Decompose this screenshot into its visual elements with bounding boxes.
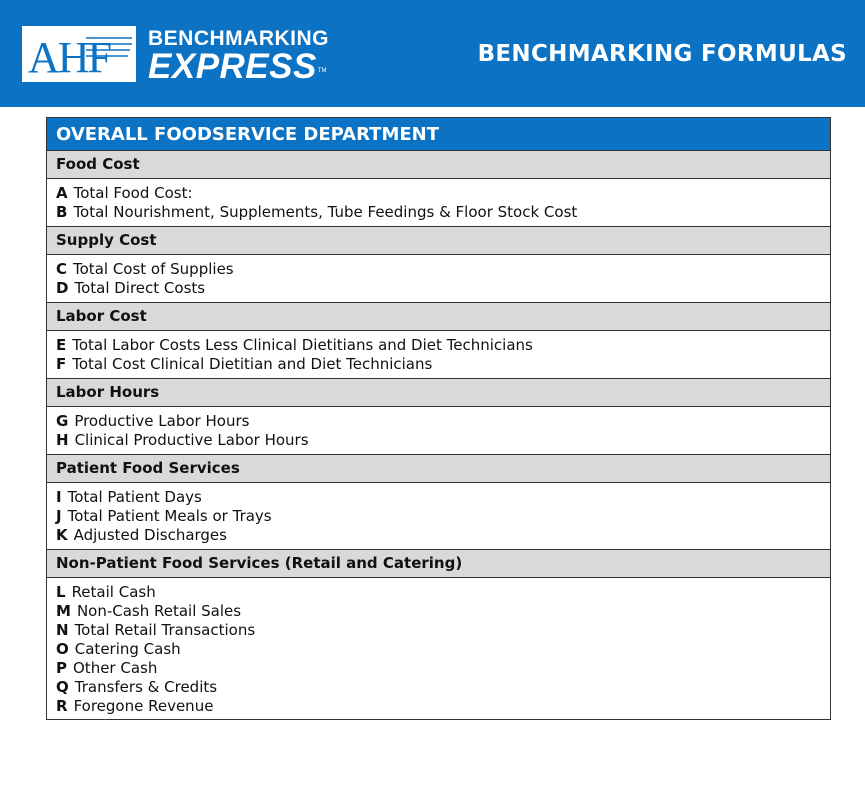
item-letter: M <box>56 602 71 620</box>
ahf-logo <box>22 26 136 82</box>
item-letter: B <box>56 203 68 221</box>
section-body-food-cost <box>47 179 830 227</box>
section-heading-supply-cost: Supply Cost <box>47 227 830 255</box>
item-text: Non-Cash Retail Sales <box>76 602 242 620</box>
item-text: Total Food Cost: <box>73 184 193 202</box>
list-item <box>56 697 830 716</box>
item-letter: Q <box>56 678 69 696</box>
item-text: Total Patient Meals or Trays <box>67 507 272 525</box>
list-item <box>56 659 830 678</box>
list-item <box>56 279 830 298</box>
brand-top-text: BENCHMARKING <box>148 27 329 50</box>
list-item <box>56 336 830 355</box>
item-text: Total Nourishment, Supplements, Tube Feedings & Floor Stock Cost <box>73 203 578 221</box>
item-text: Other Cash <box>73 659 158 677</box>
section-body-supply-cost <box>47 255 830 303</box>
list-item <box>56 507 830 526</box>
section-heading-food-cost: Food Cost <box>47 151 830 179</box>
item-letter: A <box>56 184 68 202</box>
item-text: Total Cost of Supplies <box>73 260 234 278</box>
list-item <box>56 431 830 450</box>
section-heading-non-patient-food-services: Non-Patient Food Services (Retail and Catering) <box>47 550 830 578</box>
item-letter: P <box>56 659 67 677</box>
item-text: Adjusted Discharges <box>73 526 227 544</box>
logo-text: AHF <box>28 33 111 82</box>
list-item <box>56 678 830 697</box>
list-item <box>56 203 830 222</box>
item-letter: J <box>56 507 62 525</box>
brand-wordmark <box>148 28 329 84</box>
item-text: Foregone Revenue <box>73 697 214 715</box>
item-letter: H <box>56 431 69 449</box>
item-text: Total Retail Transactions <box>74 621 256 639</box>
item-text: Retail Cash <box>71 583 156 601</box>
item-text: Total Direct Costs <box>74 279 206 297</box>
trademark-mark: TM <box>317 68 327 74</box>
item-text: Catering Cash <box>74 640 181 658</box>
list-item <box>56 184 830 203</box>
formulas-table <box>46 117 831 720</box>
item-text: Clinical Productive Labor Hours <box>74 431 309 449</box>
item-text: Total Patient Days <box>67 488 202 506</box>
section-heading-labor-hours: Labor Hours <box>47 379 830 407</box>
section-heading-labor-cost: Labor Cost <box>47 303 830 331</box>
item-letter: O <box>56 640 69 658</box>
list-item <box>56 640 830 659</box>
item-letter: F <box>56 355 67 373</box>
list-item <box>56 355 830 374</box>
item-letter: D <box>56 279 69 297</box>
section-body-labor-hours <box>47 407 830 455</box>
item-letter: K <box>56 526 68 544</box>
list-item <box>56 260 830 279</box>
list-item <box>56 602 830 621</box>
list-item <box>56 583 830 602</box>
ahf-logo-graphic <box>22 26 136 82</box>
list-item <box>56 526 830 545</box>
item-letter: I <box>56 488 62 506</box>
item-letter: E <box>56 336 67 354</box>
item-letter: N <box>56 621 69 639</box>
brand-bottom-text: EXPRESS <box>148 47 317 86</box>
section-body-labor-cost <box>47 331 830 379</box>
item-letter: G <box>56 412 69 430</box>
list-item <box>56 621 830 640</box>
item-letter: L <box>56 583 66 601</box>
page-header <box>0 0 865 107</box>
list-item <box>56 412 830 431</box>
table-title: OVERALL FOODSERVICE DEPARTMENT <box>47 118 830 151</box>
item-text: Total Cost Clinical Dietitian and Diet Technicians <box>72 355 433 373</box>
list-item <box>56 488 830 507</box>
item-text: Total Labor Costs Less Clinical Dietitians and Diet Technicians <box>72 336 533 354</box>
page-title: BENCHMARKING FORMULAS <box>477 41 847 67</box>
section-body-patient-food-services <box>47 483 830 550</box>
section-body-non-patient-food-services <box>47 578 830 719</box>
item-letter: R <box>56 697 68 715</box>
item-letter: C <box>56 260 68 278</box>
item-text: Productive Labor Hours <box>74 412 250 430</box>
section-heading-patient-food-services: Patient Food Services <box>47 455 830 483</box>
item-text: Transfers & Credits <box>74 678 218 696</box>
